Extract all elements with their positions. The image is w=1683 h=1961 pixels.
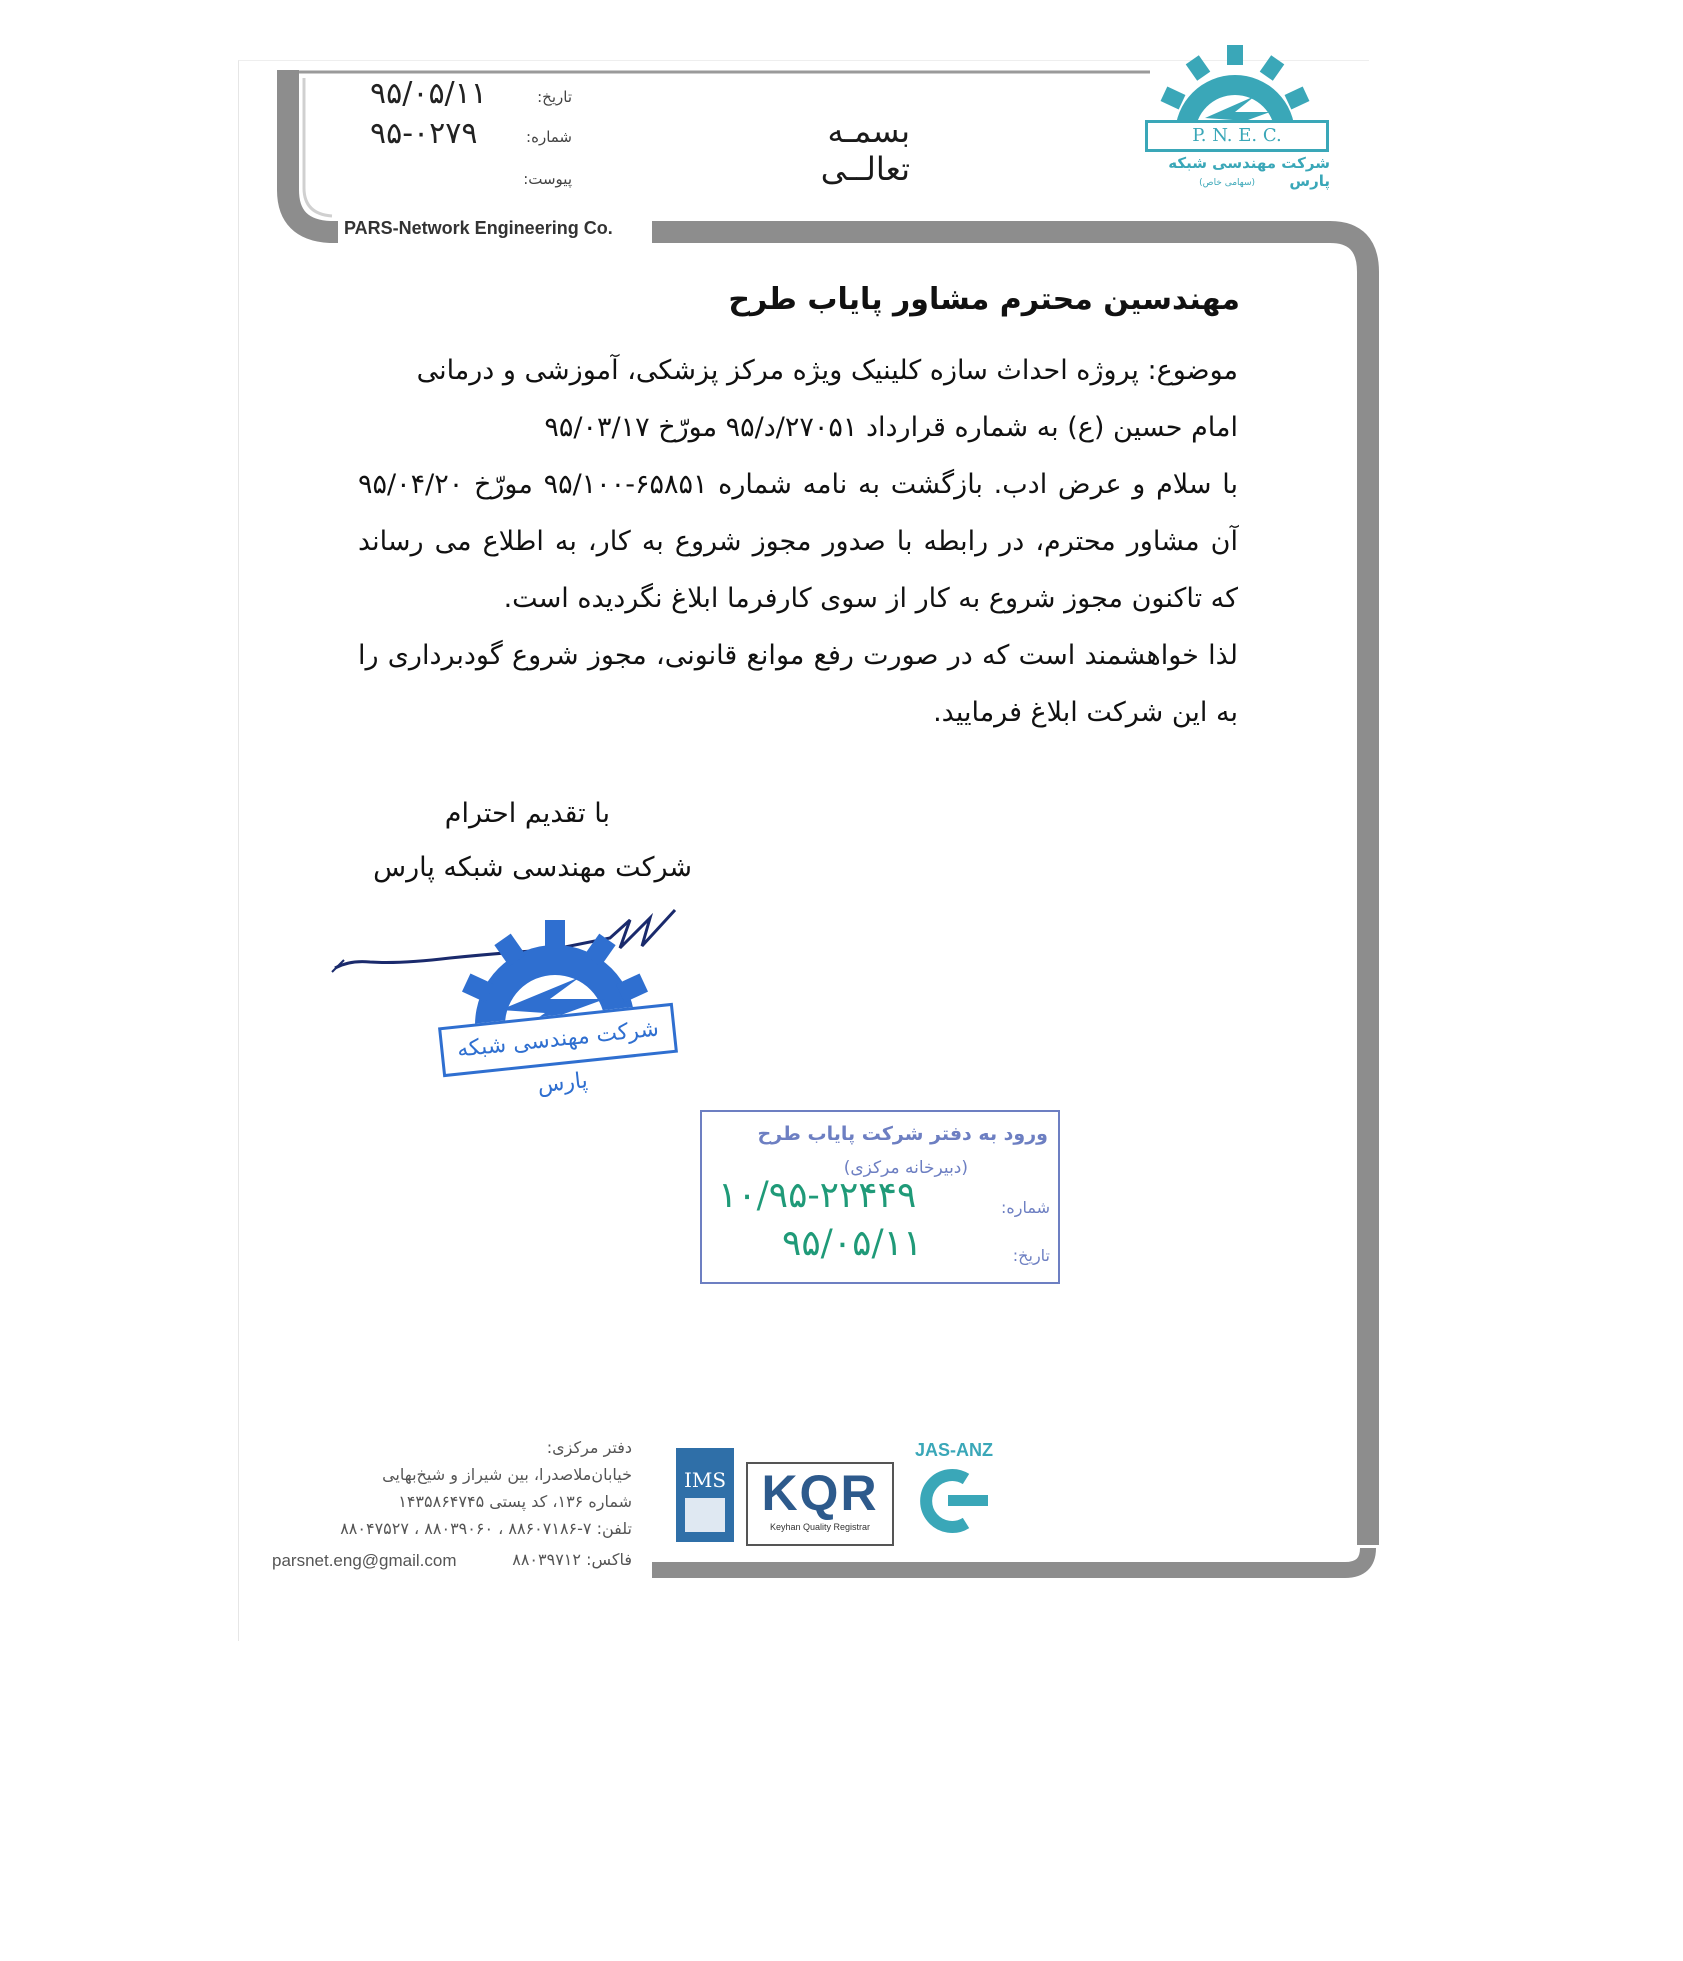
kqr-label: KQR bbox=[761, 1465, 879, 1521]
subject-line-2: امام حسین (ع) به شماره قرارداد ۲۷۰۵۱/د/۹۵ مورّخ ۹۵/۰۳/۱۷ bbox=[544, 412, 1238, 443]
email-address: parsnet.eng@gmail.com bbox=[272, 1551, 457, 1570]
kqr-subtitle: Keyhan Quality Registrar bbox=[769, 1522, 871, 1532]
jas-anz-label: JAS-ANZ bbox=[914, 1440, 993, 1460]
body-paragraph-2: لذا خواهشمند است که در صورت رفع موانع قانونی، مجوز شروع گودبرداری را به این شرکت ابلاغ فرمایید. bbox=[358, 640, 1238, 728]
subject-line-1: موضوع: پروژه احداث سازه کلینیک ویژه مرکز پزشکی، آموزشی و درمانی bbox=[416, 355, 1238, 386]
fax-line: فاکس: ۸۸۰۳۹۷۱۲ bbox=[512, 1550, 632, 1569]
reg-number-value: ۱۰/۹۵-۲۲۴۴۹ bbox=[718, 1175, 917, 1216]
reg-number-label: شماره: bbox=[1000, 1198, 1050, 1217]
jas-anz-cert-logo bbox=[904, 1440, 1004, 1550]
kqr-cert-logo bbox=[746, 1462, 894, 1546]
logo-subtitle: (سهامی خاص) bbox=[1199, 178, 1255, 188]
body-paragraph-1: با سلام و عرض ادب. بازگشت به نامه شماره ۶۵۸۵۱-۹۵/۱۰۰ مورّخ ۹۵/۰۴/۲۰ آن مشاور محترم، در رابطه با صدور مجوز شروع به کار، به اطلاع می رساند که تاکنون مجوز شروع به کار از سوی کارفرما ابلاغ نگردیده است. bbox=[358, 469, 1239, 614]
stamp-text: شرکت مهندسی شبکه پارس bbox=[438, 1003, 678, 1077]
logo-abbreviation: P. N. E. C. bbox=[1145, 120, 1329, 152]
date-value: ۹۵/۰۵/۱۱ bbox=[370, 76, 487, 111]
logo-company-name: شرکت مهندسی شبکه پارس bbox=[1168, 154, 1330, 190]
number-value: ۹۵-۰۲۷۹ bbox=[370, 116, 478, 151]
address-line-1: خیابان‌ملاصدرا، بین شیراز و شیخ‌بهایی bbox=[382, 1465, 632, 1484]
reg-stamp-title: ورود به دفتر شرکت پایاب طرح bbox=[757, 1123, 1048, 1145]
number-label: شماره: bbox=[526, 128, 572, 146]
address-line-2: شماره ۱۳۶، کد پستی ۱۴۳۵۸۶۴۷۴۵ bbox=[398, 1492, 632, 1511]
basmala: بسمـه تعالــی bbox=[820, 112, 910, 188]
company-stamp bbox=[430, 915, 680, 1099]
date-label: تاریخ: bbox=[537, 88, 572, 106]
reg-date-value: ۹۵/۰۵/۱۱ bbox=[782, 1223, 923, 1264]
ims-badge-icon bbox=[685, 1498, 725, 1532]
reg-stamp-subtitle: (دبیرخانه مرکزی) bbox=[843, 1158, 968, 1178]
company-logo bbox=[1135, 40, 1335, 200]
jas-anz-symbol-icon bbox=[904, 1461, 1004, 1541]
closing-phrase: با تقدیم احترام bbox=[444, 798, 610, 829]
phone-line: تلفن: ۷-۸۸۶۰۷۱۸۶ ، ۸۸۰۳۹۰۶۰ ، ۸۸۰۴۷۵۲۷ bbox=[340, 1519, 632, 1538]
company-english-name: PARS-Network Engineering Co. bbox=[340, 218, 617, 239]
signatory-name: شرکت مهندسی شبکه پارس bbox=[373, 852, 692, 883]
attachment-label: پیوست: bbox=[523, 170, 572, 188]
salutation: مهندسین محترم مشاور پایاب طرح bbox=[728, 282, 1240, 317]
registration-stamp bbox=[700, 1110, 1060, 1284]
reg-date-label: تاریخ: bbox=[1012, 1246, 1050, 1265]
ims-cert-logo bbox=[676, 1448, 734, 1542]
footer-address bbox=[340, 1434, 632, 1542]
ims-label: IMS bbox=[683, 1468, 727, 1492]
office-label: دفتر مرکزی: bbox=[546, 1438, 632, 1457]
